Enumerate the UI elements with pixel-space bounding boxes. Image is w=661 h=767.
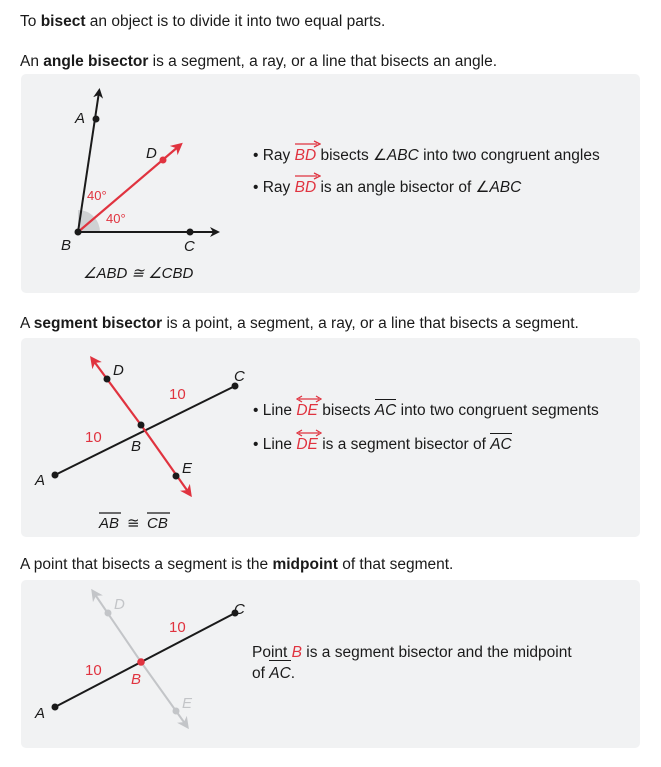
congruence-right: CB: [147, 515, 168, 532]
faded-label-d: D: [114, 596, 125, 613]
label-b: B: [61, 237, 72, 254]
label-a: A: [35, 472, 46, 489]
length-ab: 10: [85, 429, 102, 446]
length-bc: 10: [169, 386, 186, 403]
point-d: [104, 376, 111, 383]
midpoint-panel: [21, 580, 640, 748]
intro-text: To bisect an object is to divide it into two equal parts.: [20, 13, 386, 30]
midpoint-b: [137, 658, 145, 666]
angle-congruence: ∠ABD ≅ ∠CBD: [83, 265, 194, 282]
congruence-left: AB: [99, 515, 120, 532]
angle-bullet-2: • Ray BD is an angle bisector of ∠ABC: [253, 178, 521, 197]
faded-point-d: [105, 610, 112, 617]
point-d: [160, 157, 167, 164]
point-a: [52, 472, 59, 479]
label-d: D: [113, 362, 124, 379]
length-bc: 10: [169, 619, 186, 636]
label-c: C: [234, 368, 245, 385]
segment-bullet-1: • Line DE bisects AC into two congruent segments: [253, 402, 599, 420]
label-d: D: [146, 145, 157, 162]
length-ab: 10: [85, 662, 102, 679]
label-c: C: [234, 601, 245, 618]
faded-line-down: [141, 662, 186, 725]
segment-bisector-panel: [21, 338, 640, 537]
angle-cbd-measure: 40°: [106, 211, 126, 226]
point-e: [173, 473, 180, 480]
point-a: [93, 116, 100, 123]
angle-bisector-definition: An angle bisector is a segment, a ray, or a line that bisects an angle.: [20, 53, 498, 70]
label-c: C: [184, 238, 195, 255]
label-e: E: [182, 460, 193, 477]
segment-ac: [55, 613, 235, 707]
midpoint-definition: A point that bisects a segment is the midpoint of that segment.: [20, 556, 454, 573]
point-c: [187, 229, 194, 236]
midpoint-note-line-2: of AC.: [252, 663, 572, 684]
angle-bullet-1: • Ray BD bisects ∠ABC into two congruent angles: [253, 146, 600, 165]
faded-label-e: E: [182, 695, 193, 712]
congruence-symbol: ≅: [127, 515, 140, 532]
midpoint-note-line-1: Point B is a segment bisector and the midpoint: [252, 644, 572, 661]
line-de-down: [141, 425, 189, 493]
label-b: B: [131, 438, 142, 455]
faded-point-e: [173, 708, 180, 715]
point-b: [138, 422, 145, 429]
angle-abd-measure: 40°: [87, 188, 107, 203]
point-a: [52, 704, 59, 711]
segment-bullet-2: • Line DE is a segment bisector of AC: [253, 436, 512, 454]
segment-bisector-definition: A segment bisector is a point, a segment, a ray, or a line that bisects a segment.: [20, 315, 579, 332]
midpoint-note: [252, 642, 572, 684]
label-a: A: [75, 110, 86, 127]
label-b: B: [131, 671, 142, 688]
angle-bisector-panel: [21, 74, 640, 293]
point-b: [75, 229, 82, 236]
label-a: A: [35, 705, 46, 722]
